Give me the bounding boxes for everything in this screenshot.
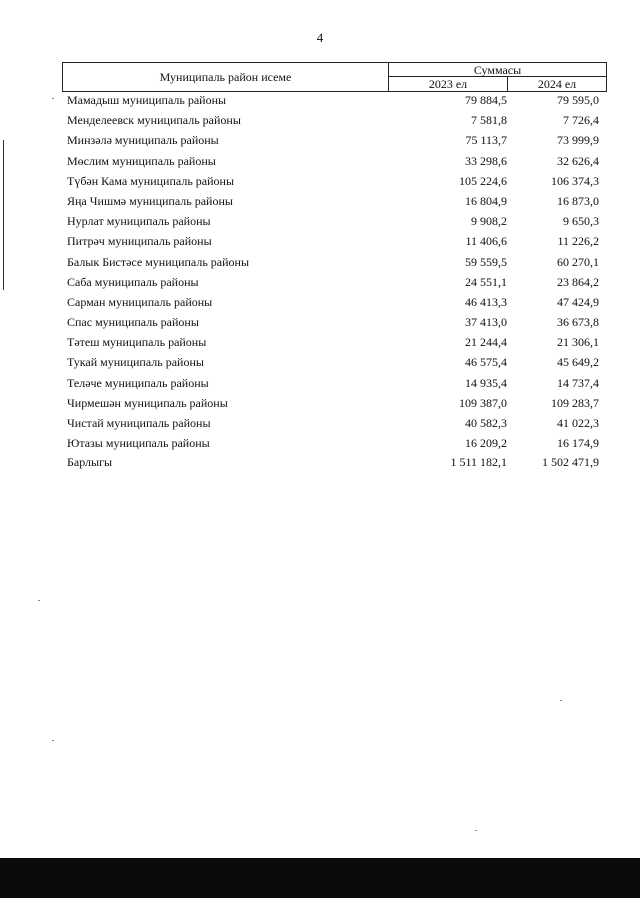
total-label: Барлыгы [67,455,113,469]
row-value-2023: 21 244,4 [465,335,507,350]
row-value-2023: 75 113,7 [465,133,507,148]
header-year-2024: 2024 ел [537,77,577,91]
row-value-2023: 40 582,3 [465,416,507,430]
table-row [62,352,607,372]
row-name: Мөслим муниципаль районы [67,153,216,168]
row-name: Тукай муниципаль районы [67,355,204,370]
row-value-2023: 59 559,5 [465,254,507,269]
page-number: 4 [316,30,324,45]
row-value-2024: 79 595,0 [557,93,599,107]
row-value-2024: 16 174,9 [557,436,599,451]
row-name: Түбән Кама муниципаль районы [67,173,235,188]
table-row [62,292,607,312]
table-row [62,110,607,130]
row-value-2024: 32 626,4 [557,153,599,168]
table-row [62,171,607,191]
row-value-2023: 105 224,6 [459,173,507,188]
row-value-2024: 36 673,8 [557,315,599,330]
row-value-2024: 73 999,9 [557,133,599,148]
header-name-column: Муниципаль район исеме [63,63,389,91]
row-value-2024: 14 737,4 [557,375,599,390]
table-row [62,272,607,292]
scan-speck [475,830,477,831]
table-row [62,211,607,231]
total-row [62,451,607,473]
row-value-2023: 11 406,6 [465,234,507,249]
scan-bottom-edge [0,858,640,898]
total-value-2023: 1 511 182,1 [450,455,507,469]
row-value-2023: 46 413,3 [465,294,507,309]
table-row [62,312,607,332]
row-name: Чистай муниципаль районы [67,416,211,430]
row-value-2024: 60 270,1 [557,254,599,269]
row-name: Сарман муниципаль районы [67,294,213,309]
table-row [62,413,607,433]
row-value-2023: 37 413,0 [465,315,507,330]
row-value-2023: 109 387,0 [459,395,507,410]
row-value-2023: 46 575,4 [465,355,507,370]
row-value-2023: 79 884,5 [465,93,507,107]
row-value-2023: 7 581,8 [471,113,507,128]
row-value-2023: 16 209,2 [465,436,507,451]
row-value-2023: 24 551,1 [465,274,507,289]
scan-speck [560,700,562,701]
table-row [62,90,607,110]
row-value-2024: 106 374,3 [551,173,599,188]
table-header [62,62,607,92]
row-value-2023: 14 935,4 [465,375,507,390]
table-row [62,373,607,393]
row-value-2024: 109 283,7 [551,395,599,410]
table-row [62,252,607,272]
row-name: Спас муниципаль районы [67,315,199,330]
row-value-2024: 23 864,2 [557,274,599,289]
row-value-2024: 21 306,1 [557,335,599,350]
row-name: Балык Бистәсе муниципаль районы [67,254,250,269]
row-value-2024: 41 022,3 [557,416,599,430]
table-row [62,151,607,171]
scan-speck [52,98,54,99]
row-name: Мамадыш муниципаль районы [67,93,227,107]
table-row [62,191,607,211]
row-name: Минзәлә муниципаль районы [67,133,219,148]
table-body [62,90,607,453]
row-name: Теләче муниципаль районы [67,375,209,390]
row-name: Нурлат муниципаль районы [67,214,211,229]
total-value-2024: 1 502 471,9 [542,455,599,469]
scan-speck [52,740,54,741]
row-name: Тәтеш муниципаль районы [67,335,207,350]
row-name: Питрәч муниципаль районы [67,234,212,249]
row-name: Яңа Чишмә муниципаль районы [67,193,233,208]
row-value-2024: 11 226,2 [557,234,599,249]
row-value-2023: 33 298,6 [465,153,507,168]
row-value-2024: 47 424,9 [557,294,599,309]
row-value-2024: 16 873,0 [557,193,599,208]
header-year-2023: 2023 ел [389,77,508,91]
header-sum-column: Суммасы [389,63,606,77]
table-row [62,130,607,150]
row-value-2024: 45 649,2 [557,355,599,370]
row-name: Менделеевск муниципаль районы [67,113,241,128]
row-name: Чирмешән муниципаль районы [67,395,228,410]
table-row [62,332,607,352]
row-value-2024: 9 650,3 [563,214,599,229]
table-row [62,231,607,251]
scan-speck [38,600,40,601]
scan-edge-mark [3,140,4,290]
table-row [62,393,607,413]
row-value-2023: 16 804,9 [465,193,507,208]
row-name: Ютазы муниципаль районы [67,436,210,451]
row-value-2023: 9 908,2 [471,214,507,229]
row-value-2024: 7 726,4 [563,113,599,128]
row-name: Саба муниципаль районы [67,274,199,289]
